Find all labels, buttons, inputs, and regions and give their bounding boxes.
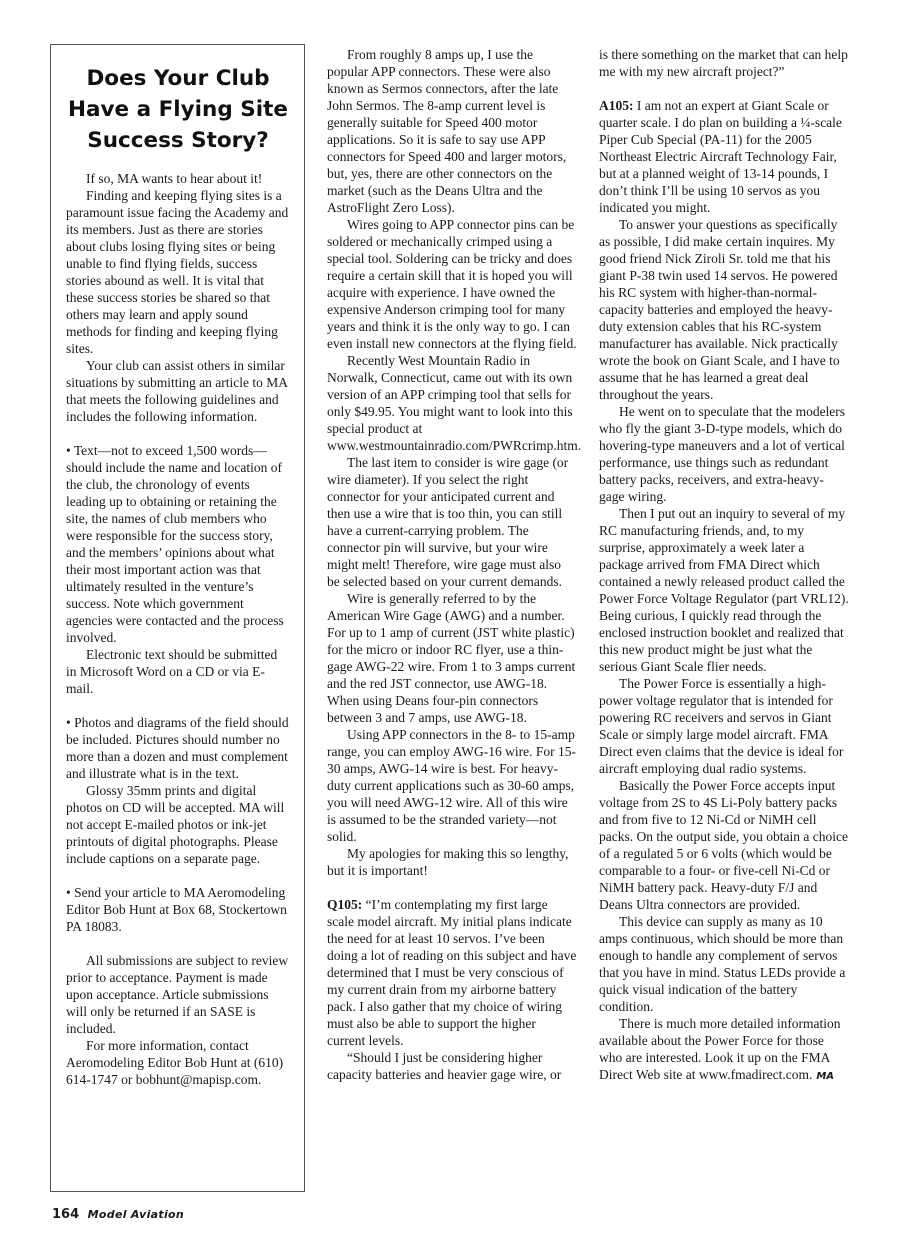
page-footer: [52, 1207, 184, 1222]
question-text: “I’m contemplating my first large scale model aircraft. My initial plans indicate the need for at least 10 servos. I’ve been doing a lot of reading on this subject and have determined that I must be very conscious of my current drain from my airborne battery pack. I also gather that my choice of wiring must also be able to support the higher current levels.: [327, 897, 577, 1048]
sidebar-bullet: • Text—not to exceed 1,500 words—should include the name and location of the club, the chronology of events leading up to obtaining or retaining the site, the names of club members who were responsible for the success story, and the members’ opinions about what their most important action was that ultimately resulted in the venture’s success. Note which government agencies were contacted and the process involved.: [66, 443, 284, 645]
question-label: Q105:: [327, 897, 363, 912]
sidebar-paragraph: Glossy 35mm prints and digital photos on CD will be accepted. MA will not accept E-mailed photos or ink-jet printouts of digital photographs. Please include captions on a separate page.: [66, 783, 285, 866]
article-paragraph: is there something on the market that can help me with my new aircraft project?”: [599, 47, 848, 79]
answer-paragraph: [599, 97, 849, 216]
sidebar-paragraph: Your club can assist others in similar situations by submitting an article to MA that meets the following guidelines and includes the following information.: [66, 358, 288, 424]
answer-text: I am not an expert at Giant Scale or quarter scale. I do plan on building a ¼-scale Piper Cub Special (PA-11) for the 2005 Northeast Electric Aircraft Technology Fair, but at a planned weight of 13-14 pounds, I don’t think I’ll be using 10 servos as you indicated you might.: [599, 98, 842, 215]
article-paragraph: Using APP connectors in the 8- to 15-amp range, you can employ AWG-16 wire. For 15-30 amps, AWG-14 wire is best. For heavy-duty current applications such as 30-60 amps, you will need AWG-12 wire. All of this wire is assumed to be the stranded variety—not solid.: [327, 727, 576, 844]
magazine-name: Model Aviation: [87, 1208, 185, 1221]
sidebar-bullet: • Send your article to MA Aeromodeling Editor Bob Hunt at Box 68, Stockertown PA 18083.: [66, 885, 287, 934]
question-paragraph: [327, 896, 577, 1049]
closing-text: There is much more detailed information available about the Power Force for those who are interested. Look it up on the FMA Direct Web site at www.fmadirect.com.: [599, 1016, 841, 1082]
article-paragraph: Wire is generally referred to by the American Wire Gage (AWG) and a number. For up to 1 amp of current (JST white plastic) for the micro or indoor RC flyer, use a thin-gage AWG-22 wire. From 1 to 3 amps current and the red JST connector, use AWG-18. When using Deans four-pin connectors between 3 and 7 amps, use AWG-18.: [327, 591, 576, 725]
sidebar-paragraph: All submissions are subject to review prior to acceptance. Payment is made upon acceptance. Article submissions will only be returned if an SASE is included.: [66, 953, 289, 1036]
article-paragraph: Basically the Power Force accepts input voltage from 2S to 4S Li-Poly battery packs and from five to 12 Ni-Cd or NiMH cell packs. On the output side, you obtain a choice of a regulated 5 or 6 volts (which would be comparable to a four- or five-cell Ni-Cd or NiMH battery pack. Heavy-duty F/J and Deans Ultra connectors are provided.: [599, 778, 848, 912]
sidebar-title: Does Your Club Have a Flying Site Success Story?: [68, 66, 288, 153]
answer-label: A105:: [599, 98, 634, 113]
article-paragraph: “Should I just be considering higher capacity batteries and heavier gage wire, or: [327, 1050, 562, 1082]
article-column-1: [327, 46, 582, 1083]
article-paragraph: Then I put out an inquiry to several of my RC manufacturing friends, and, to my surprise, approximately a week later a package arrived from FMA Direct which contained a newly released product called the Power Force Voltage Regulator (part VRL12). Being curious, I quickly read through the enclosed instruction booklet and realized that this new product might be just what the serious Giant Scale flier needs.: [599, 506, 849, 674]
article-paragraph: Recently West Mountain Radio in Norwalk, Connecticut, came out with its own version of an APP crimping tool that sells for only $49.95. You might want to look into this special product at www.westmountainradio.com/PWRcrimp.htm.: [327, 353, 582, 453]
sidebar-paragraph: Electronic text should be submitted in Microsoft Word on a CD or via E-mail.: [66, 647, 278, 696]
sidebar-box: [50, 44, 305, 1192]
article-paragraph: [599, 1015, 849, 1085]
article-paragraph: My apologies for making this so lengthy, but it is important!: [327, 846, 569, 878]
article-paragraph: The Power Force is essentially a high-power voltage regulator that is intended for powering RC receivers and servos in Giant Scale or simply large model aircraft. FMA Direct even claims that the device is ideal for aircraft employing dual radio systems.: [599, 676, 844, 776]
sidebar-paragraph: For more information, contact Aeromodeling Editor Bob Hunt at (610) 614-1747 or bobhunt@mapisp.com.: [66, 1038, 284, 1087]
article-column-2: [599, 46, 849, 1085]
article-paragraph: He went on to speculate that the modelers who fly the giant 3-D-type models, which do hovering-type maneuvers and a lot of vertical performance, use things such as redundant battery packs, receivers, and extra-heavy-gage wiring.: [599, 404, 846, 504]
end-mark-ma: MA: [816, 1071, 835, 1082]
sidebar-paragraph: Finding and keeping flying sites is a paramount issue facing the Academy and its members. Just as there are stories about clubs losing flying sites or being unable to find flying fields, success stories abound as well. It is vital that these success stories be shared so that others may learn and apply sound methods for finding and keeping flying sites.: [66, 188, 289, 356]
article-paragraph: To answer your questions as specifically as possible, I did make certain inquires. My good friend Nick Ziroli Sr. told me that his giant P-38 twin used 14 servos. He powered his RC system with higher-than-normal-capacity batteries and employed the heavy-duty extension cables that his RC-system manufacturer has available. Nick practically wrote the book on Giant Scale, and I have to assume that he has learned a great deal throughout the years.: [599, 217, 840, 402]
article-paragraph: From roughly 8 amps up, I use the popular APP connectors. These were also known as Sermos connectors, after the late John Sermos. The 8-amp current level is generally suitable for Speed 400 motor applications. So it is safe to say use APP connectors for Speed 400 and larger motors, but, yes, there are other connectors on the market (such as the Deans Ultra and the AstroFlight Zero Loss).: [327, 47, 567, 215]
sidebar-bullet: • Photos and diagrams of the field should be included. Pictures should number no more than a dozen and must complement and illustrate what is in the text.: [66, 715, 289, 781]
article-paragraph: This device can supply as many as 10 amps continuous, which should be more than enough to handle any complement of servos that you have in mind. Status LEDs provide a quick visual indication of the battery condition.: [599, 914, 846, 1014]
page-number: 164: [52, 1207, 80, 1222]
article-paragraph: The last item to consider is wire gage (or wire diameter). If you select the right connector for your anticipated current and then use a wire that is too thin, you can still have a current-carrying problem. The connector pin will survive, but your wire might melt! Therefore, wire gage must also be selected based on your current demands.: [327, 455, 569, 589]
sidebar-paragraph: If so, MA wants to hear about it!: [86, 171, 263, 186]
article-paragraph: Wires going to APP connector pins can be soldered or mechanically crimped using a special tool. Soldering can be tricky and does require a certain skill that it is hoped you will acquire with experience. I have owned the expensive Anderson crimping tool for many years and think it is the only way to go. I can even install new connectors at the flying field.: [327, 217, 577, 351]
